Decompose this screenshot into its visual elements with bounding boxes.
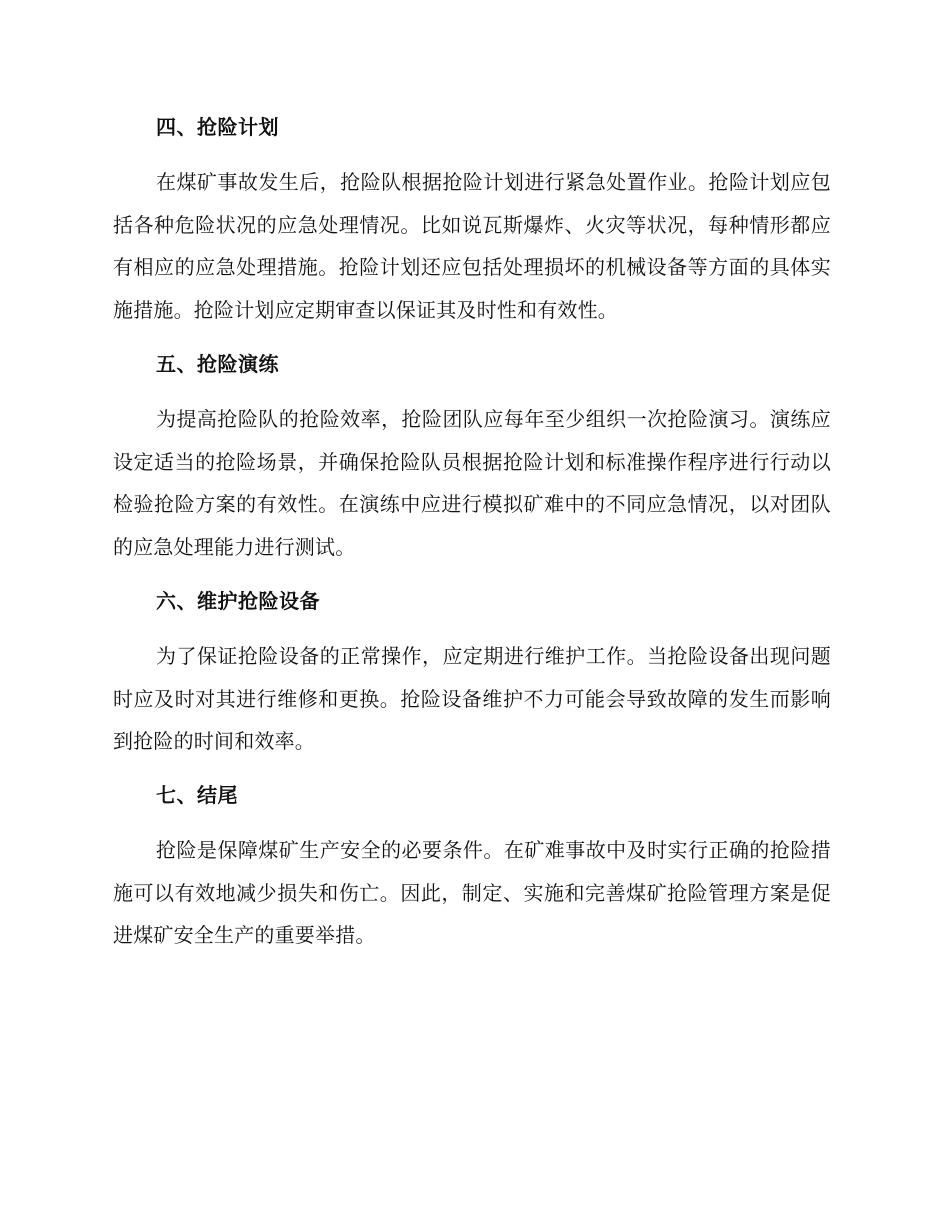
section-heading: 七、结尾 <box>156 783 238 807</box>
section-heading: 六、维护抢险设备 <box>156 589 320 613</box>
section-paragraph: 抢险是保障煤矿生产安全的必要条件。在矿难事故中及时实行正确的抢险措施可以有效地减少损失和伤亡。因此，制定、实施和完善煤矿抢险管理方案是促进煤矿安全生产的重要举措。 <box>113 838 831 947</box>
section-heading: 四、抢险计划 <box>156 115 279 139</box>
section-rescue-drill <box>113 350 831 568</box>
section-paragraph: 为提高抢险队的抢险效率，抢险团队应每年至少组织一次抢险演习。演练应设定适当的抢险场景，并确保抢险队员根据抢险计划和标准操作程序进行行动以检验抢险方案的有效性。在演练中应进行模拟矿难中的不同应急情况，以对团队的应急处理能力进行测试。 <box>113 407 831 559</box>
section-equipment-maintenance <box>113 587 831 763</box>
section-conclusion <box>113 781 831 957</box>
section-paragraph: 为了保证抢险设备的正常操作，应定期进行维护工作。当抢险设备出现问题时应及时对其进行维修和更换。抢险设备维护不力可能会导致故障的发生而影响到抢险的时间和效率。 <box>113 644 831 753</box>
section-heading: 五、抢险演练 <box>156 352 279 376</box>
section-rescue-plan <box>113 113 831 331</box>
section-paragraph: 在煤矿事故发生后，抢险队根据抢险计划进行紧急处置作业。抢险计划应包括各种危险状况的应急处理情况。比如说瓦斯爆炸、火灾等状况，每种情形都应有相应的应急处理措施。抢险计划还应包括处理损坏的机械设备等方面的具体实施措施。抢险计划应定期审查以保证其及时性和有效性。 <box>113 170 831 322</box>
